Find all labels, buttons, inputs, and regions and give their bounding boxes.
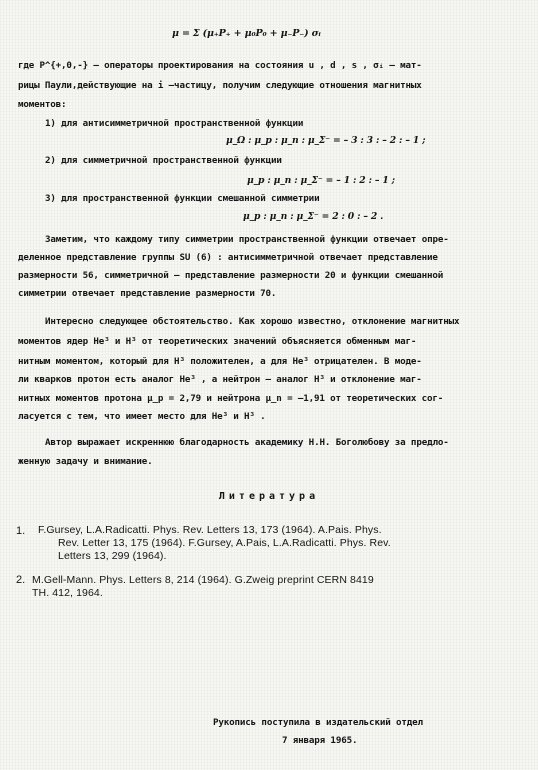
text-line: Заметим, что каждому типу симметрии пространственной функции отвечает опре- (45, 234, 449, 245)
ratio-formula: μ_Ω : μ_p : μ_n : μ_Σ⁻ = – 3 : 3 : – 2 : – 1 ; (226, 135, 426, 146)
text-line: где P^{+,0,-} — операторы проектирования на состояния u , d , s , σᵢ – мат- (18, 60, 422, 71)
case-heading: 1) для антисимметричной пространственной функции (45, 118, 304, 129)
text-line: моментов ядер He³ и H³ от теоретических значений объясняется обменным маг- (18, 336, 417, 347)
manuscript-received-date: 7 января 1965. (282, 735, 358, 746)
text-line: размерности 56, симметричной – представление размерности 20 и функции смешанной (18, 270, 444, 281)
text-line: ласуется с тем, что имеет место для He³ и H³ . (18, 411, 266, 422)
text-line: Интересно следующее обстоятельство. Как хорошо известно, отклонение магнитных (45, 316, 460, 327)
reference-number: 2. (16, 574, 26, 586)
reference-line: Letters 13, 299 (1964). (58, 550, 167, 562)
case-heading: 2) для симметричной пространственной функции (45, 155, 282, 166)
text-line: нитным моментом, который для H³ положителен, а для He³ отрицателен. В моде- (18, 356, 422, 367)
reference-line: TH. 412, 1964. (32, 587, 103, 599)
text-line: женную задачу и внимание. (18, 456, 153, 467)
text-line: рицы Паули,действующие на i –частицу, получим следующие отношения магнитных (18, 80, 422, 91)
magnetic-moment-formula: μ = Σ (μ₊P₊ + μ₀P₀ + μ₋P₋) σᵢ (172, 28, 321, 39)
reference-line: F.Gursey, L.A.Radicatti. Phys. Rev. Letters 13, 173 (1964). A.Pais. Phys. (38, 524, 382, 536)
reference-line: Rev. Letter 13, 175 (1964). F.Gursey, A.Pais, L.A.Radicatti. Phys. Rev. (58, 537, 391, 549)
ratio-formula: μ_p : μ_n : μ_Σ⁻ = 2 : 0 : – 2 . (243, 211, 384, 222)
text-line: моментов: (18, 99, 67, 110)
ratio-formula: μ_p : μ_n : μ_Σ⁻ = – 1 : 2 : – 1 ; (247, 175, 395, 186)
text-line: ли кварков протон есть аналог He³ , а нейтрон – аналог H³ и отклонение маг- (18, 374, 422, 385)
text-line: Автор выражает искреннюю благодарность академику Н.Н. Боголюбову за предло- (45, 437, 449, 448)
reference-line: M.Gell-Mann. Phys. Letters 8, 214 (1964). G.Zweig preprint CERN 8419 (32, 574, 374, 586)
text-line: деленное представление группы SU (6) : антисимметричной отвечает представление (18, 252, 438, 263)
text-line: нитных моментов протона μ_p = 2,79 и нейтрона μ_n = –1,91 от теоретических сог- (18, 393, 444, 404)
case-heading: 3) для пространственной функции смешанной симметрии (45, 193, 320, 204)
reference-number: 1. (16, 525, 26, 537)
literature-heading: Литература (218, 491, 320, 502)
text-line: симметрии отвечает представление размерности 70. (18, 288, 277, 299)
manuscript-received-note: Рукопись поступила в издательский отдел (213, 717, 423, 728)
